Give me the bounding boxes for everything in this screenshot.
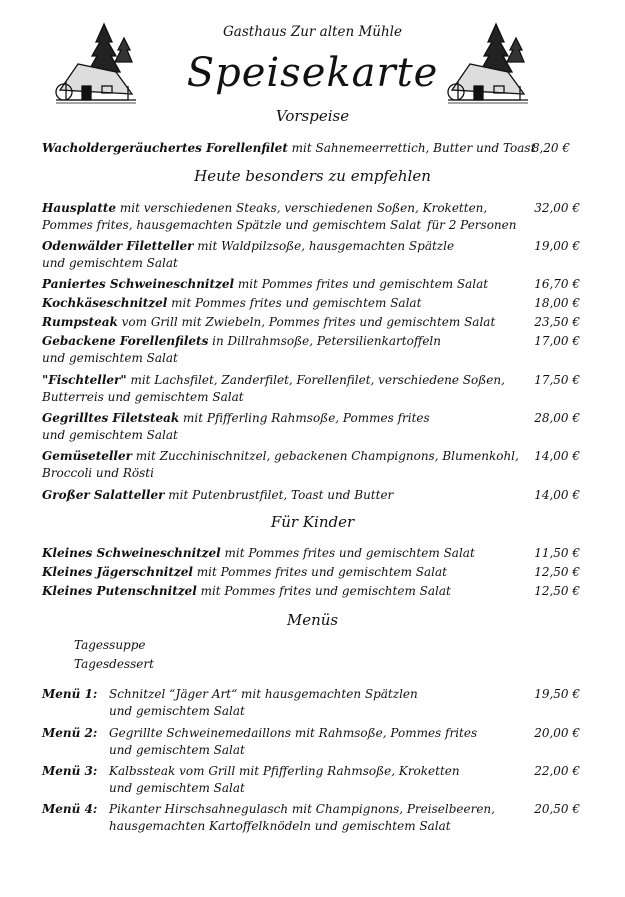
menu-item [109, 763, 509, 797]
menu-number: Menü 1: [42, 687, 98, 701]
item-name: Pikanter Hirschsahnegulasch [109, 802, 289, 816]
item-line [109, 725, 509, 742]
item-name: Gebackene Forellenfilets [42, 334, 209, 348]
item-price: 14,00 € [534, 449, 580, 463]
item-desc: mit hausgemachten Spätzlen [237, 687, 418, 701]
menu-item [109, 801, 509, 835]
item-price: 22,00 € [534, 764, 580, 778]
item-line [109, 763, 509, 780]
item-name: Kleines Putenschnitzel [42, 584, 197, 598]
menu-number: Menü 4: [42, 802, 98, 816]
item-desc: mit Lachsfilet, Zanderfilet, Forellenfilet, verschiedene Soßen, [126, 373, 505, 387]
item-desc-continued: hausgemachten Kartoffelknödeln und gemischtem Salat [109, 819, 451, 833]
item-desc: mit Zucchinischnitzel, gebackenen Champignons, Blumenkohl, [131, 449, 519, 463]
menu-number: Menü 2: [42, 726, 98, 740]
section-heading-empfehlen: Heute besonders zu empfehlen [194, 167, 431, 185]
item-desc-continued: und gemischtem Salat [42, 256, 178, 270]
item-desc: mit Pommes frites und gemischtem Salat [192, 565, 447, 579]
item-name: Kleines Schweineschnitzel [42, 546, 221, 560]
restaurant-name: Gasthaus Zur alten Mühle [223, 24, 402, 40]
item-desc: vom Grill mit Pfifferling Rahmsoße, Kroketten [175, 764, 460, 778]
item-price: 17,50 € [534, 373, 580, 387]
item-name: Schnitzel “Jäger Art“ [109, 687, 238, 701]
item-name: Hausplatte [42, 201, 117, 215]
item-name: Kleines Jägerschnitzel [42, 565, 193, 579]
menu-extra: Tagessuppe [74, 638, 146, 652]
item-desc-continued: Broccoli und Rösti [42, 466, 154, 480]
item-name: Rumpsteak [42, 315, 118, 329]
item-name: Großer Salatteller [42, 488, 165, 502]
item-price: 20,50 € [534, 802, 580, 816]
item-price: 23,50 € [534, 315, 580, 329]
item-desc-continued: und gemischtem Salat [109, 743, 245, 757]
item-name: Kalbssteak [109, 764, 176, 778]
item-price: 20,00 € [534, 726, 580, 740]
item-name: Gegrillte Schweinemedaillons [109, 726, 292, 740]
page-title: Speisekarte [186, 50, 439, 96]
item-desc: mit Pommes frites und gemischtem Salat [234, 277, 489, 291]
item-line [109, 801, 509, 818]
item-price: 11,50 € [534, 546, 580, 560]
item-desc-continued: und gemischtem Salat [109, 704, 245, 718]
item-note: für 2 Personen [427, 218, 517, 232]
item-price: 12,50 € [534, 565, 580, 579]
item-desc-continued: und gemischtem Salat [42, 428, 178, 442]
item-price: 8,20 € [531, 141, 570, 155]
item-price: 32,00 € [534, 201, 580, 215]
item-desc: mit Pommes frites und gemischtem Salat [220, 546, 475, 560]
item-name: Gegrilltes Filetsteak [42, 411, 180, 425]
section-heading-vorspeise: Vorspeise [275, 107, 350, 125]
item-desc-continued: Butterreis und gemischtem Salat [42, 390, 244, 404]
item-desc: mit verschiedenen Steaks, verschiedenen Soßen, Kroketten, [116, 201, 488, 215]
item-name: "Fischteller" [42, 373, 127, 387]
menu-item [109, 686, 509, 720]
item-price: 16,70 € [534, 277, 580, 291]
item-desc-continued: und gemischtem Salat [42, 351, 178, 365]
item-desc: mit Pfifferling Rahmsoße, Pommes frites [179, 411, 430, 425]
section-heading-kinder: Für Kinder [270, 513, 355, 531]
item-desc-continued: Pommes frites, hausgemachten Spätzle und gemischtem Salat [42, 218, 422, 232]
item-desc: mit Rahmsoße, Pommes frites [291, 726, 478, 740]
menu-item [109, 725, 509, 759]
item-desc: mit Sahnemeerrettich, Butter und Toast [287, 141, 536, 155]
item-desc: vom Grill mit Zwiebeln, Pommes frites und gemischtem Salat [117, 315, 496, 329]
item-name: Kochkäseschnitzel [42, 296, 168, 310]
item-line [109, 686, 509, 703]
item-name: Paniertes Schweineschnitzel [42, 277, 235, 291]
item-name: Gemüseteller [42, 449, 132, 463]
item-desc: mit Pommes frites und gemischtem Salat [196, 584, 451, 598]
item-name: Wacholdergeräuchertes Forellenfilet [42, 141, 288, 155]
item-name: Odenwälder Filetteller [42, 239, 194, 253]
item-price: 19,50 € [534, 687, 580, 701]
section-heading-menus: Menüs [286, 611, 339, 629]
item-desc: mit Putenbrustfilet, Toast und Butter [164, 488, 394, 502]
item-price: 19,00 € [534, 239, 580, 253]
item-price: 28,00 € [534, 411, 580, 425]
item-price: 17,00 € [534, 334, 580, 348]
item-price: 18,00 € [534, 296, 580, 310]
item-price: 14,00 € [534, 488, 580, 502]
menu-extra: Tagesdessert [74, 657, 154, 671]
item-desc: mit Waldpilzsoße, hausgemachten Spätzle [193, 239, 455, 253]
menu-number: Menü 3: [42, 764, 98, 778]
item-price: 12,50 € [534, 584, 580, 598]
item-desc-continued: und gemischtem Salat [109, 781, 245, 795]
item-desc: in Dillrahmsoße, Petersilienkartoffeln [208, 334, 441, 348]
item-desc: mit Champignons, Preiselbeeren, [288, 802, 495, 816]
item-desc: mit Pommes frites und gemischtem Salat [167, 296, 422, 310]
